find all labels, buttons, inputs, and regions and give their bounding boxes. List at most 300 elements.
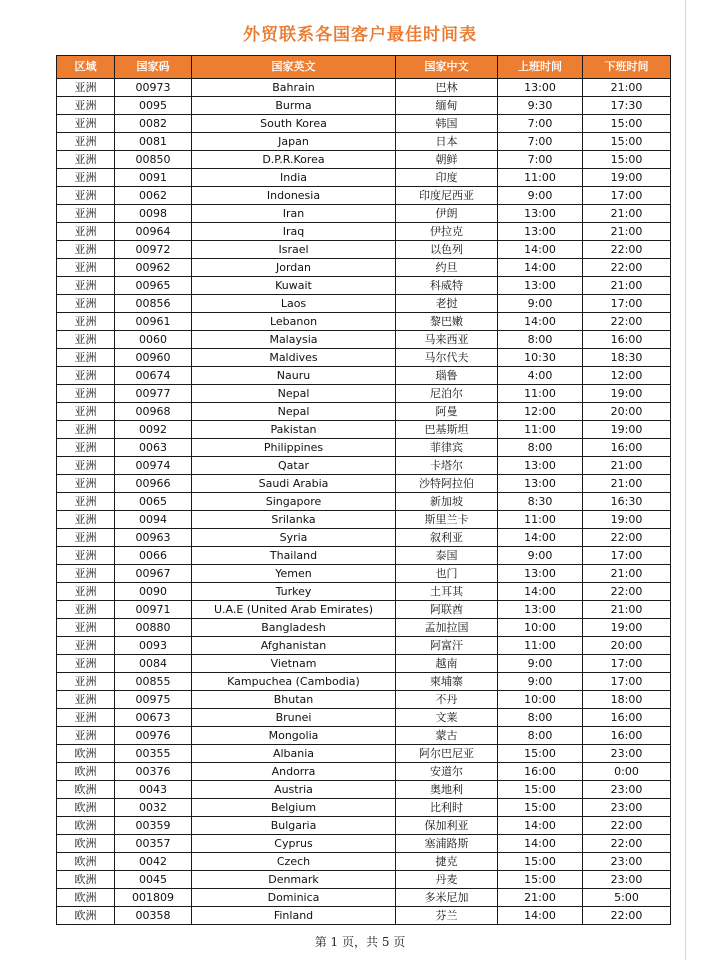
cell-start-time: 14:00 — [498, 817, 583, 835]
cell-country-code: 00359 — [115, 817, 192, 835]
cell-start-time: 14:00 — [498, 241, 583, 259]
cell-start-time: 15:00 — [498, 745, 583, 763]
cell-country-code: 0090 — [115, 583, 192, 601]
cell-country-english: Thailand — [192, 547, 396, 565]
cell-end-time: 12:00 — [583, 367, 671, 385]
cell-start-time: 9:00 — [498, 187, 583, 205]
table-row — [57, 115, 671, 133]
table-row — [57, 547, 671, 565]
cell-country-english: Syria — [192, 529, 396, 547]
cell-start-time: 13:00 — [498, 205, 583, 223]
cell-country-chinese: 菲律宾 — [396, 439, 498, 457]
cell-start-time: 10:00 — [498, 619, 583, 637]
cell-end-time: 21:00 — [583, 277, 671, 295]
cell-region: 亚洲 — [57, 709, 115, 727]
cell-region: 亚洲 — [57, 511, 115, 529]
cell-start-time: 13:00 — [498, 601, 583, 619]
cell-region: 欧洲 — [57, 781, 115, 799]
cell-country-english: Burma — [192, 97, 396, 115]
table-row — [57, 529, 671, 547]
cell-end-time: 17:00 — [583, 187, 671, 205]
cell-end-time: 17:00 — [583, 673, 671, 691]
cell-start-time: 15:00 — [498, 781, 583, 799]
cell-country-english: Iraq — [192, 223, 396, 241]
cell-end-time: 21:00 — [583, 205, 671, 223]
cell-country-chinese: 安道尔 — [396, 763, 498, 781]
cell-end-time: 16:30 — [583, 493, 671, 511]
cell-country-chinese: 土耳其 — [396, 583, 498, 601]
cell-end-time: 17:30 — [583, 97, 671, 115]
cell-country-english: Srilanka — [192, 511, 396, 529]
cell-start-time: 13:00 — [498, 223, 583, 241]
cell-country-code: 00355 — [115, 745, 192, 763]
cell-country-chinese: 约旦 — [396, 259, 498, 277]
cell-end-time: 16:00 — [583, 709, 671, 727]
cell-country-chinese: 沙特阿拉伯 — [396, 475, 498, 493]
cell-country-english: India — [192, 169, 396, 187]
cell-country-english: Dominica — [192, 889, 396, 907]
cell-region: 亚洲 — [57, 295, 115, 313]
cell-start-time: 13:00 — [498, 565, 583, 583]
table-row — [57, 709, 671, 727]
cell-country-code: 00960 — [115, 349, 192, 367]
cell-country-chinese: 科威特 — [396, 277, 498, 295]
cell-region: 亚洲 — [57, 601, 115, 619]
table-row — [57, 799, 671, 817]
cell-country-english: Turkey — [192, 583, 396, 601]
cell-region: 亚洲 — [57, 205, 115, 223]
cell-country-chinese: 瑙鲁 — [396, 367, 498, 385]
cell-start-time: 8:00 — [498, 439, 583, 457]
cell-region: 欧洲 — [57, 907, 115, 925]
cell-start-time: 15:00 — [498, 853, 583, 871]
cell-region: 亚洲 — [57, 223, 115, 241]
cell-country-code: 0063 — [115, 439, 192, 457]
cell-end-time: 22:00 — [583, 817, 671, 835]
cell-country-code: 00974 — [115, 457, 192, 475]
table-row — [57, 439, 671, 457]
cell-country-code: 0032 — [115, 799, 192, 817]
document-title: 外贸联系各国客户最佳时间表 — [243, 25, 477, 45]
cell-country-english: U.A.E (United Arab Emirates) — [192, 601, 396, 619]
cell-country-code: 00977 — [115, 385, 192, 403]
table-row — [57, 295, 671, 313]
cell-start-time: 14:00 — [498, 583, 583, 601]
cell-region: 欧洲 — [57, 763, 115, 781]
cell-country-chinese: 黎巴嫩 — [396, 313, 498, 331]
cell-start-time: 9:00 — [498, 547, 583, 565]
cell-region: 亚洲 — [57, 259, 115, 277]
cell-country-code: 0098 — [115, 205, 192, 223]
cell-start-time: 10:30 — [498, 349, 583, 367]
cell-country-code: 00972 — [115, 241, 192, 259]
cell-start-time: 14:00 — [498, 313, 583, 331]
table-row — [57, 493, 671, 511]
cell-end-time: 21:00 — [583, 79, 671, 97]
cell-region: 亚洲 — [57, 439, 115, 457]
table-row — [57, 889, 671, 907]
cell-country-code: 0066 — [115, 547, 192, 565]
cell-end-time: 21:00 — [583, 457, 671, 475]
cell-country-chinese: 伊朗 — [396, 205, 498, 223]
cell-region: 亚洲 — [57, 367, 115, 385]
contact-time-table — [56, 55, 671, 925]
cell-end-time: 22:00 — [583, 241, 671, 259]
cell-country-code: 0045 — [115, 871, 192, 889]
cell-start-time: 15:00 — [498, 799, 583, 817]
cell-region: 欧洲 — [57, 745, 115, 763]
table-row — [57, 223, 671, 241]
cell-end-time: 23:00 — [583, 871, 671, 889]
cell-country-chinese: 阿富汗 — [396, 637, 498, 655]
cell-country-chinese: 塞浦路斯 — [396, 835, 498, 853]
cell-end-time: 22:00 — [583, 259, 671, 277]
cell-country-english: Mongolia — [192, 727, 396, 745]
cell-end-time: 19:00 — [583, 511, 671, 529]
cell-start-time: 14:00 — [498, 907, 583, 925]
cell-country-chinese: 尼泊尔 — [396, 385, 498, 403]
cell-end-time: 20:00 — [583, 403, 671, 421]
cell-end-time: 17:00 — [583, 547, 671, 565]
cell-region: 亚洲 — [57, 313, 115, 331]
cell-country-code: 0093 — [115, 637, 192, 655]
cell-region: 亚洲 — [57, 277, 115, 295]
cell-start-time: 14:00 — [498, 835, 583, 853]
cell-country-chinese: 阿尔巴尼亚 — [396, 745, 498, 763]
cell-start-time: 13:00 — [498, 277, 583, 295]
cell-region: 亚洲 — [57, 457, 115, 475]
cell-country-chinese: 马来西亚 — [396, 331, 498, 349]
cell-start-time: 14:00 — [498, 529, 583, 547]
cell-end-time: 21:00 — [583, 601, 671, 619]
header-country-chinese: 国家中文 — [396, 56, 498, 79]
table-row — [57, 313, 671, 331]
table-row — [57, 421, 671, 439]
table-row — [57, 871, 671, 889]
cell-country-chinese: 蒙古 — [396, 727, 498, 745]
cell-region: 亚洲 — [57, 403, 115, 421]
cell-end-time: 21:00 — [583, 475, 671, 493]
cell-country-code: 00674 — [115, 367, 192, 385]
cell-start-time: 16:00 — [498, 763, 583, 781]
cell-country-english: Bahrain — [192, 79, 396, 97]
cell-region: 亚洲 — [57, 421, 115, 439]
cell-country-chinese: 文莱 — [396, 709, 498, 727]
cell-country-english: Denmark — [192, 871, 396, 889]
cell-country-english: Bhutan — [192, 691, 396, 709]
cell-country-code: 0084 — [115, 655, 192, 673]
table-row — [57, 79, 671, 97]
cell-country-english: Vietnam — [192, 655, 396, 673]
cell-region: 欧洲 — [57, 853, 115, 871]
cell-country-code: 0091 — [115, 169, 192, 187]
cell-country-chinese: 斯里兰卡 — [396, 511, 498, 529]
cell-country-chinese: 伊拉克 — [396, 223, 498, 241]
cell-country-english: Bulgaria — [192, 817, 396, 835]
cell-country-english: Laos — [192, 295, 396, 313]
cell-start-time: 8:00 — [498, 331, 583, 349]
cell-end-time: 23:00 — [583, 799, 671, 817]
cell-country-chinese: 新加坡 — [396, 493, 498, 511]
cell-country-english: Brunei — [192, 709, 396, 727]
cell-country-chinese: 比利时 — [396, 799, 498, 817]
cell-region: 亚洲 — [57, 79, 115, 97]
cell-country-english: Andorra — [192, 763, 396, 781]
cell-country-english: Austria — [192, 781, 396, 799]
cell-start-time: 11:00 — [498, 637, 583, 655]
cell-country-english: South Korea — [192, 115, 396, 133]
cell-country-english: Maldives — [192, 349, 396, 367]
cell-region: 亚洲 — [57, 241, 115, 259]
cell-country-english: Afghanistan — [192, 637, 396, 655]
cell-end-time: 17:00 — [583, 295, 671, 313]
table-row — [57, 367, 671, 385]
cell-region: 亚洲 — [57, 727, 115, 745]
cell-end-time: 17:00 — [583, 655, 671, 673]
table-row — [57, 907, 671, 925]
cell-end-time: 19:00 — [583, 385, 671, 403]
cell-region: 亚洲 — [57, 133, 115, 151]
cell-country-chinese: 印度尼西亚 — [396, 187, 498, 205]
cell-country-chinese: 印度 — [396, 169, 498, 187]
cell-region: 亚洲 — [57, 529, 115, 547]
cell-region: 亚洲 — [57, 493, 115, 511]
cell-country-code: 00962 — [115, 259, 192, 277]
cell-end-time: 21:00 — [583, 223, 671, 241]
cell-start-time: 13:00 — [498, 475, 583, 493]
table-row — [57, 511, 671, 529]
cell-end-time: 18:00 — [583, 691, 671, 709]
cell-start-time: 21:00 — [498, 889, 583, 907]
table-row — [57, 655, 671, 673]
cell-country-code: 00973 — [115, 79, 192, 97]
cell-region: 亚洲 — [57, 187, 115, 205]
cell-country-english: Japan — [192, 133, 396, 151]
cell-region: 亚洲 — [57, 547, 115, 565]
cell-country-english: Nauru — [192, 367, 396, 385]
table-row — [57, 763, 671, 781]
cell-region: 亚洲 — [57, 115, 115, 133]
cell-end-time: 23:00 — [583, 781, 671, 799]
page-edge — [685, 0, 686, 960]
cell-country-code: 00880 — [115, 619, 192, 637]
cell-country-chinese: 泰国 — [396, 547, 498, 565]
cell-region: 欧洲 — [57, 817, 115, 835]
cell-start-time: 7:00 — [498, 133, 583, 151]
cell-country-code: 0094 — [115, 511, 192, 529]
cell-start-time: 11:00 — [498, 421, 583, 439]
table-row — [57, 259, 671, 277]
cell-end-time: 16:00 — [583, 331, 671, 349]
cell-country-english: Qatar — [192, 457, 396, 475]
cell-region: 亚洲 — [57, 385, 115, 403]
table-row — [57, 331, 671, 349]
cell-country-code: 00965 — [115, 277, 192, 295]
cell-country-chinese: 巴基斯坦 — [396, 421, 498, 439]
cell-end-time: 20:00 — [583, 637, 671, 655]
cell-start-time: 10:00 — [498, 691, 583, 709]
cell-country-code: 0082 — [115, 115, 192, 133]
cell-country-code: 00856 — [115, 295, 192, 313]
cell-country-chinese: 柬埔寨 — [396, 673, 498, 691]
cell-country-english: Nepal — [192, 385, 396, 403]
cell-region: 亚洲 — [57, 655, 115, 673]
table-row — [57, 565, 671, 583]
cell-country-code: 0081 — [115, 133, 192, 151]
cell-country-chinese: 越南 — [396, 655, 498, 673]
cell-country-chinese: 阿联酋 — [396, 601, 498, 619]
cell-country-english: Albania — [192, 745, 396, 763]
header-country-code: 国家码 — [115, 56, 192, 79]
table-row — [57, 349, 671, 367]
cell-start-time: 7:00 — [498, 151, 583, 169]
cell-country-code: 0042 — [115, 853, 192, 871]
cell-country-code: 0092 — [115, 421, 192, 439]
header-end-time: 下班时间 — [583, 56, 671, 79]
cell-country-code: 00961 — [115, 313, 192, 331]
cell-country-chinese: 芬兰 — [396, 907, 498, 925]
cell-end-time: 22:00 — [583, 313, 671, 331]
cell-end-time: 19:00 — [583, 169, 671, 187]
cell-end-time: 15:00 — [583, 151, 671, 169]
cell-region: 亚洲 — [57, 565, 115, 583]
cell-country-code: 00971 — [115, 601, 192, 619]
cell-country-english: Indonesia — [192, 187, 396, 205]
cell-country-chinese: 保加利亚 — [396, 817, 498, 835]
cell-start-time: 8:00 — [498, 727, 583, 745]
cell-country-english: Singapore — [192, 493, 396, 511]
cell-start-time: 8:30 — [498, 493, 583, 511]
cell-country-english: Cyprus — [192, 835, 396, 853]
header-start-time: 上班时间 — [498, 56, 583, 79]
cell-country-english: Saudi Arabia — [192, 475, 396, 493]
cell-country-chinese: 也门 — [396, 565, 498, 583]
cell-start-time: 9:00 — [498, 673, 583, 691]
cell-country-code: 00964 — [115, 223, 192, 241]
table-row — [57, 745, 671, 763]
cell-start-time: 11:00 — [498, 169, 583, 187]
cell-end-time: 16:00 — [583, 727, 671, 745]
table-row — [57, 133, 671, 151]
cell-end-time: 5:00 — [583, 889, 671, 907]
cell-country-code: 00376 — [115, 763, 192, 781]
cell-country-english: Kuwait — [192, 277, 396, 295]
table-row — [57, 475, 671, 493]
cell-country-chinese: 日本 — [396, 133, 498, 151]
cell-region: 亚洲 — [57, 637, 115, 655]
cell-country-code: 00850 — [115, 151, 192, 169]
table-row — [57, 853, 671, 871]
cell-start-time: 9:00 — [498, 295, 583, 313]
cell-country-chinese: 阿曼 — [396, 403, 498, 421]
cell-end-time: 23:00 — [583, 853, 671, 871]
cell-start-time: 9:00 — [498, 655, 583, 673]
cell-country-english: D.P.R.Korea — [192, 151, 396, 169]
cell-region: 亚洲 — [57, 331, 115, 349]
table-row — [57, 205, 671, 223]
table-row — [57, 637, 671, 655]
cell-end-time: 22:00 — [583, 907, 671, 925]
cell-country-chinese: 缅甸 — [396, 97, 498, 115]
page-footer: 第 1 页，共 5 页 — [314, 935, 406, 949]
cell-country-english: Finland — [192, 907, 396, 925]
cell-region: 亚洲 — [57, 475, 115, 493]
cell-region: 亚洲 — [57, 583, 115, 601]
cell-country-chinese: 老挝 — [396, 295, 498, 313]
cell-country-chinese: 多米尼加 — [396, 889, 498, 907]
cell-country-english: Belgium — [192, 799, 396, 817]
table-row — [57, 817, 671, 835]
cell-end-time: 21:00 — [583, 565, 671, 583]
cell-start-time: 12:00 — [498, 403, 583, 421]
table-row — [57, 385, 671, 403]
cell-country-chinese: 叙利亚 — [396, 529, 498, 547]
cell-country-chinese: 巴林 — [396, 79, 498, 97]
table-row — [57, 403, 671, 421]
table-row — [57, 727, 671, 745]
table-header-row — [57, 56, 671, 79]
cell-country-english: Yemen — [192, 565, 396, 583]
cell-country-code: 0095 — [115, 97, 192, 115]
table-body — [57, 79, 671, 925]
cell-country-chinese: 奥地利 — [396, 781, 498, 799]
cell-country-code: 00855 — [115, 673, 192, 691]
cell-country-chinese: 韩国 — [396, 115, 498, 133]
cell-end-time: 18:30 — [583, 349, 671, 367]
cell-country-english: Malaysia — [192, 331, 396, 349]
table-row — [57, 835, 671, 853]
cell-end-time: 19:00 — [583, 421, 671, 439]
cell-country-code: 00976 — [115, 727, 192, 745]
cell-country-code: 00968 — [115, 403, 192, 421]
cell-country-code: 00975 — [115, 691, 192, 709]
cell-end-time: 23:00 — [583, 745, 671, 763]
cell-country-english: Czech — [192, 853, 396, 871]
cell-country-chinese: 马尔代夫 — [396, 349, 498, 367]
cell-country-code: 00967 — [115, 565, 192, 583]
cell-end-time: 15:00 — [583, 133, 671, 151]
table-row — [57, 187, 671, 205]
cell-start-time: 13:00 — [498, 79, 583, 97]
cell-country-english: Israel — [192, 241, 396, 259]
cell-start-time: 4:00 — [498, 367, 583, 385]
cell-region: 欧洲 — [57, 799, 115, 817]
cell-start-time: 7:00 — [498, 115, 583, 133]
cell-end-time: 16:00 — [583, 439, 671, 457]
table-row — [57, 457, 671, 475]
cell-region: 亚洲 — [57, 673, 115, 691]
cell-country-chinese: 捷克 — [396, 853, 498, 871]
cell-country-code: 001809 — [115, 889, 192, 907]
table-row — [57, 277, 671, 295]
cell-start-time: 15:00 — [498, 871, 583, 889]
cell-end-time: 0:00 — [583, 763, 671, 781]
table-row — [57, 97, 671, 115]
cell-start-time: 14:00 — [498, 259, 583, 277]
cell-start-time: 13:00 — [498, 457, 583, 475]
cell-country-english: Jordan — [192, 259, 396, 277]
cell-region: 亚洲 — [57, 97, 115, 115]
cell-region: 亚洲 — [57, 151, 115, 169]
cell-start-time: 11:00 — [498, 511, 583, 529]
cell-start-time: 11:00 — [498, 385, 583, 403]
cell-country-code: 0065 — [115, 493, 192, 511]
cell-end-time: 22:00 — [583, 529, 671, 547]
cell-region: 亚洲 — [57, 619, 115, 637]
cell-country-chinese: 孟加拉国 — [396, 619, 498, 637]
table-row — [57, 691, 671, 709]
cell-country-english: Bangladesh — [192, 619, 396, 637]
